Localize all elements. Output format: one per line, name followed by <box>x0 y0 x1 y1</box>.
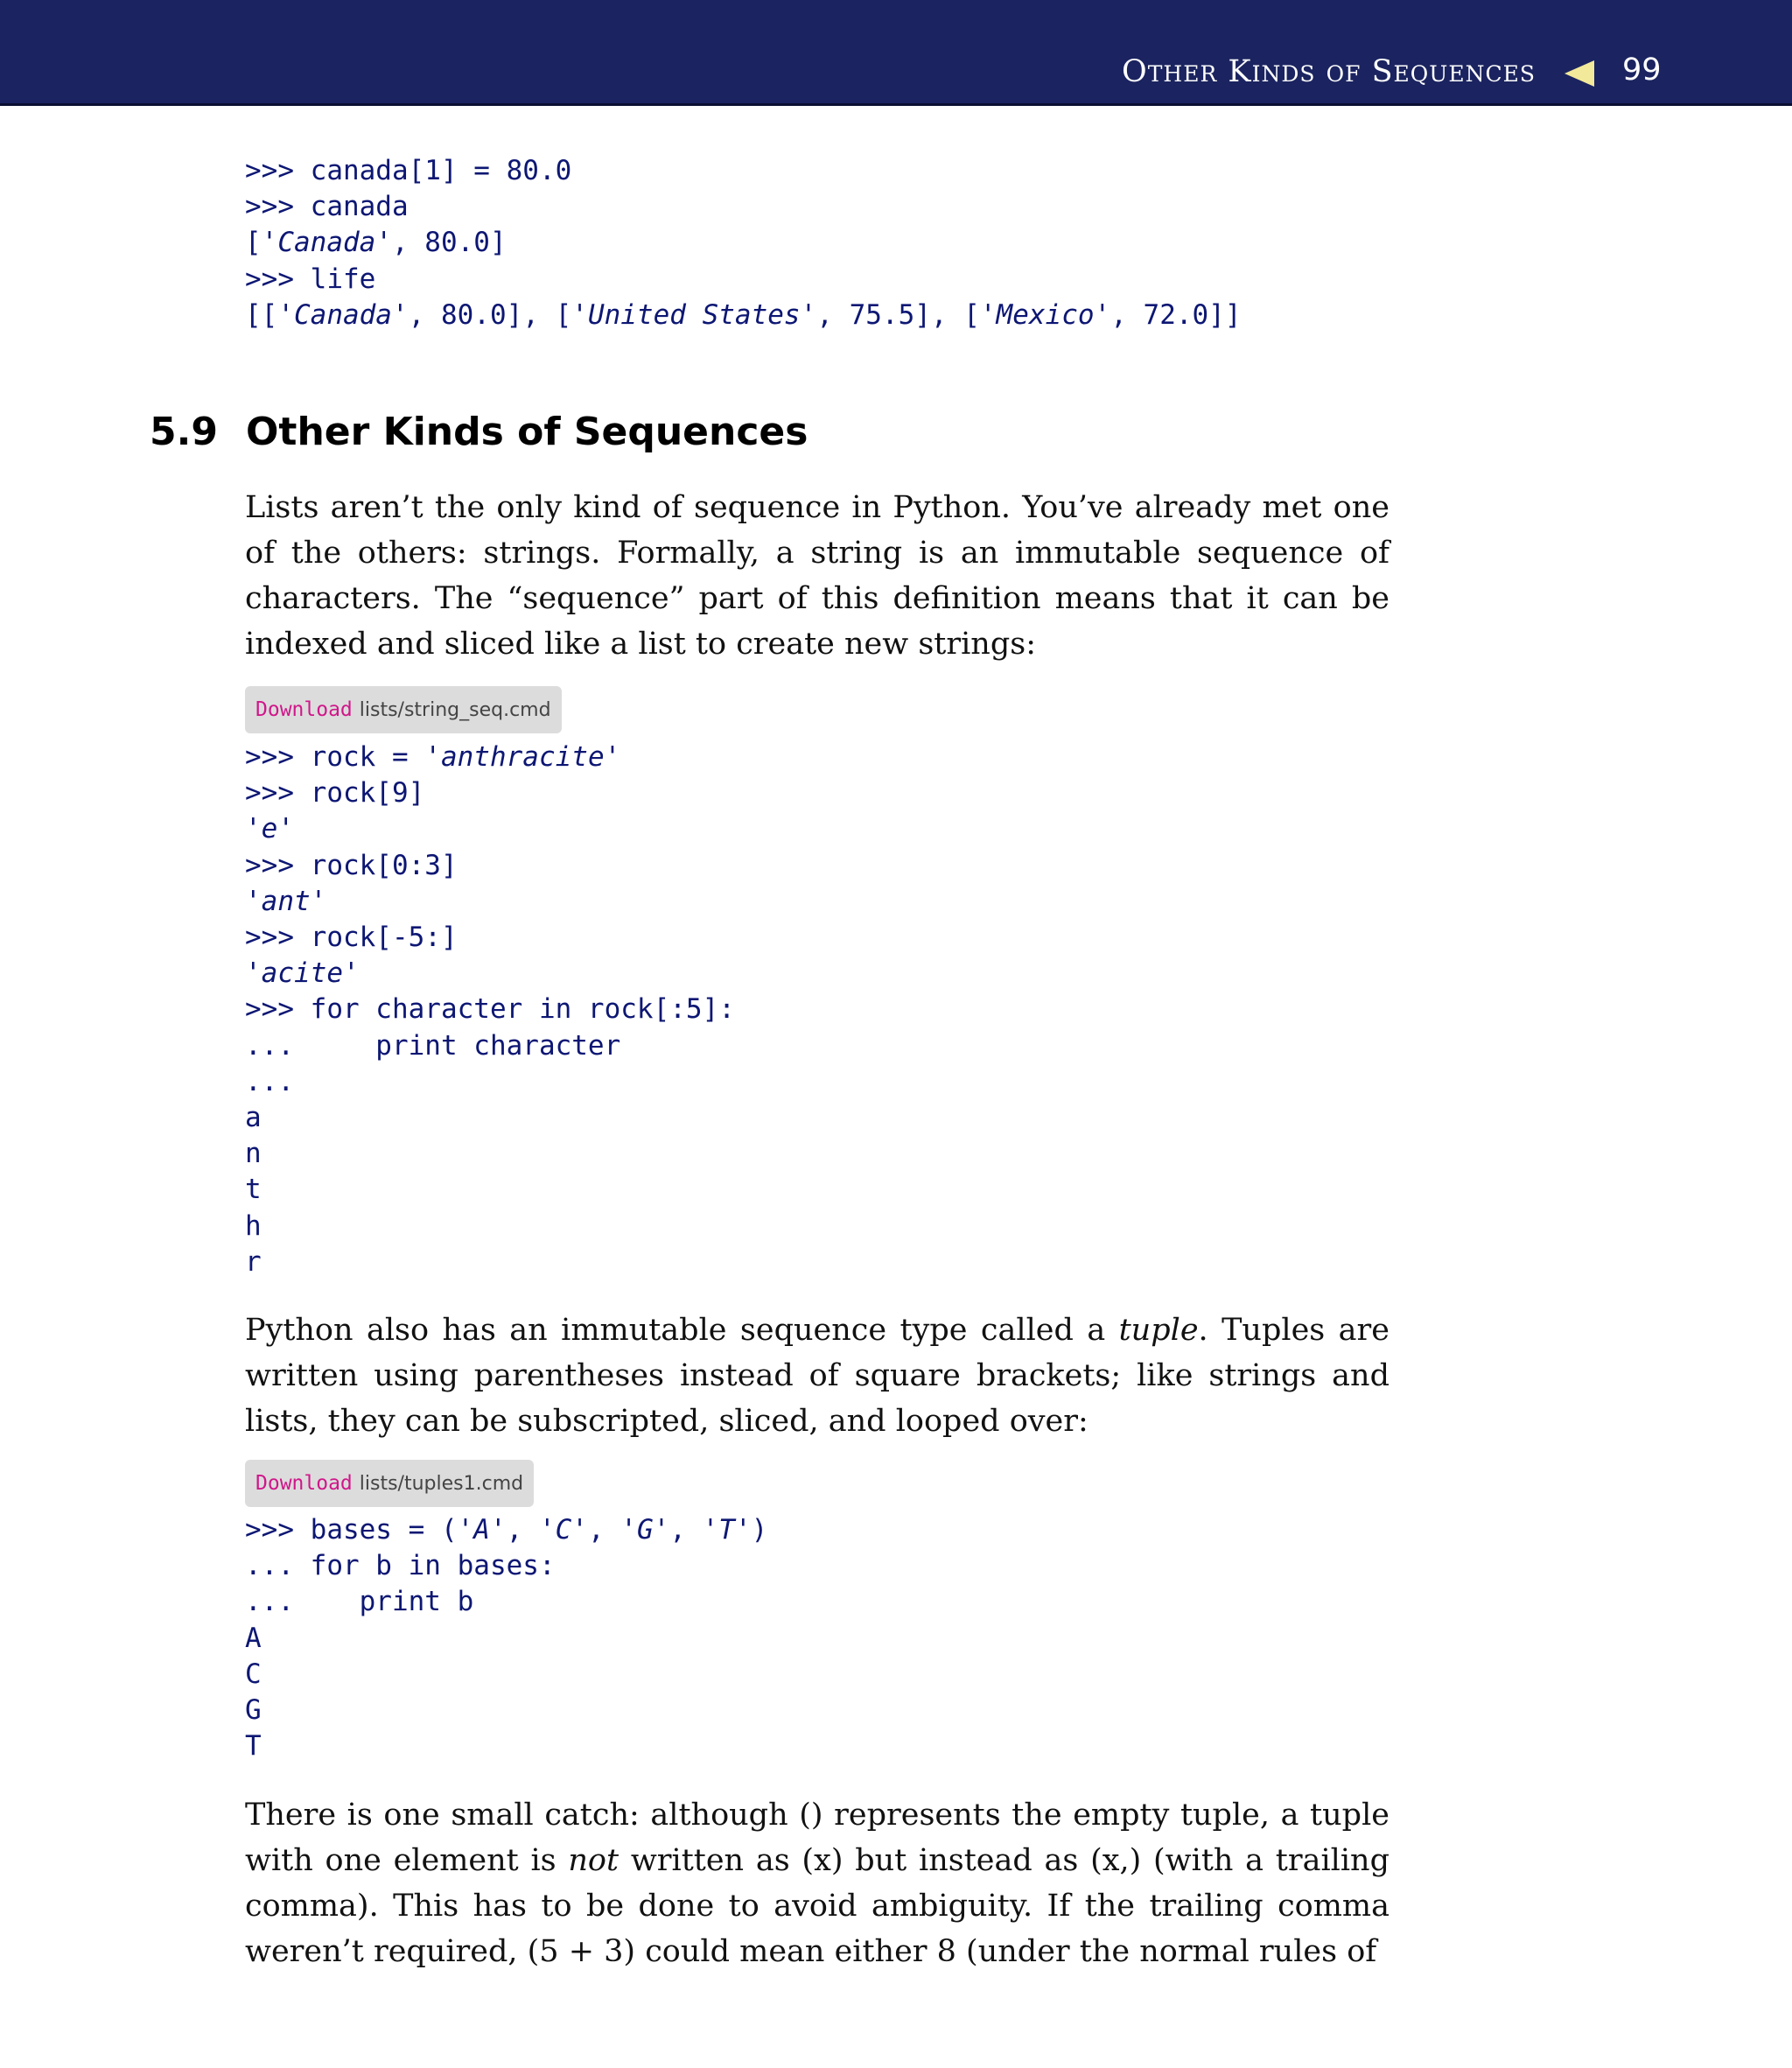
code-text: >>> for character in rock[:5]: <box>245 993 735 1026</box>
code-text: , 75.5], [ <box>816 298 980 331</box>
code-block-bases <box>245 1512 767 1764</box>
para-emphasis: tuple <box>1118 1313 1199 1348</box>
code-string: 'ant' <box>245 885 327 917</box>
code-text: r <box>245 1245 262 1278</box>
code-line <box>245 777 424 809</box>
code-line <box>245 1658 262 1690</box>
code-line <box>245 1210 262 1242</box>
back-arrow-icon[interactable] <box>1564 60 1594 87</box>
inline-code: () <box>799 1798 823 1833</box>
code-text: >>> bases = ( <box>245 1514 458 1546</box>
code-text: >>> rock[-5:] <box>245 922 458 954</box>
code-text: A <box>245 1622 262 1654</box>
code-string: 'Canada' <box>261 227 392 259</box>
code-line <box>245 1066 294 1097</box>
code-block-canada <box>245 153 1242 333</box>
download-label: Download <box>256 1472 353 1495</box>
code-text: ... <box>245 1065 294 1097</box>
download-path: lists/string_seq.cmd <box>359 699 551 721</box>
code-text: T <box>245 1730 262 1763</box>
code-line <box>245 263 375 295</box>
para-text: There is one small catch: although <box>245 1798 800 1833</box>
download-path: lists/tuples1.cmd <box>359 1473 524 1495</box>
code-text: >>> canada <box>245 191 409 223</box>
code-string: 'T' <box>702 1514 752 1546</box>
code-line <box>245 957 360 989</box>
para-text: but instead as <box>843 1843 1091 1878</box>
code-line <box>245 1174 262 1205</box>
code-line <box>245 1030 620 1062</box>
section-heading <box>150 410 808 454</box>
code-text: C <box>245 1658 262 1690</box>
code-text: >>> canada[1] = 80.0 <box>245 155 572 186</box>
code-line <box>245 850 458 881</box>
download-link-tuples1[interactable] <box>245 1460 534 1507</box>
code-line <box>245 741 620 773</box>
code-text: , 72.0]] <box>1110 298 1242 331</box>
code-line <box>245 1730 262 1762</box>
para-text: Python also has an immutable sequence type called a <box>245 1313 1119 1348</box>
code-line <box>245 1550 556 1581</box>
page-header <box>0 0 1792 106</box>
code-line <box>245 1514 767 1546</box>
code-line <box>245 1246 262 1278</box>
running-head: Other Kinds of Sequences <box>1122 54 1536 89</box>
code-line <box>245 1102 262 1133</box>
code-text: ... print b <box>245 1586 474 1618</box>
code-text: G <box>245 1694 262 1727</box>
code-string: 'G' <box>620 1514 670 1546</box>
code-text: , <box>587 1514 621 1546</box>
paragraph-strings: Lists aren’t the only kind of sequence in Python. You’ve already met one of the others: strings. Formally, a string is an immutable sequence of characters. The “sequence” part of this definition means that it can be indexed and sliced like a list to create new strings: <box>245 490 1390 662</box>
code-string: 'C' <box>538 1514 588 1546</box>
code-string: 'Mexico' <box>979 298 1111 331</box>
code-line <box>245 227 507 258</box>
code-text: , <box>669 1514 703 1546</box>
code-line <box>245 191 409 222</box>
code-line <box>245 155 571 186</box>
code-line <box>245 922 458 953</box>
code-line <box>245 1586 473 1617</box>
section-number: 5.9 <box>150 410 218 454</box>
code-text: h <box>245 1209 262 1242</box>
code-line <box>245 886 326 917</box>
paragraph-tuples <box>245 1307 1390 1444</box>
code-line <box>245 299 1242 331</box>
para-text: (with a trailing comma). This has to be done to avoid ambiguity. If the trailing comma weren’t required, (5 + 3) could mean either 8 (under the normal rules of <box>245 1843 1390 1969</box>
code-line <box>245 1138 262 1169</box>
code-string: 'A' <box>457 1514 507 1546</box>
code-text: >>> rock[9] <box>245 777 425 810</box>
inline-code: (x,) <box>1090 1843 1142 1878</box>
code-text: t <box>245 1174 262 1206</box>
code-text: a <box>245 1102 262 1134</box>
code-line <box>245 1623 262 1654</box>
code-text: [[ <box>245 298 278 331</box>
code-text: [ <box>245 227 262 259</box>
paragraph-tuple-catch <box>245 1792 1390 1974</box>
code-block-rock <box>245 740 735 1280</box>
code-text: >>> life <box>245 263 376 295</box>
code-text: , 80.0] <box>391 227 507 259</box>
code-text: ) <box>751 1514 768 1546</box>
code-string: 'anthracite' <box>424 741 621 773</box>
code-line <box>245 993 735 1025</box>
code-string: 'acite' <box>245 957 360 990</box>
code-string: 'e' <box>245 813 294 845</box>
code-line <box>245 813 294 845</box>
code-text: n <box>245 1138 262 1170</box>
code-string: 'Canada' <box>277 298 409 331</box>
code-text: ... print character <box>245 1029 621 1062</box>
download-link-string-seq[interactable] <box>245 686 562 733</box>
download-label: Download <box>256 698 353 721</box>
code-text: >>> rock = <box>245 741 425 773</box>
section-title: Other Kinds of Sequences <box>246 410 808 454</box>
para-text: written as <box>619 1843 802 1878</box>
inline-code: (x) <box>802 1843 844 1878</box>
code-text: >>> rock[0:3] <box>245 849 458 881</box>
para-emphasis: not <box>568 1843 620 1878</box>
para-text: . Tuples are written using parentheses instead of square brackets; like strings and lists, they can be subscripted, sliced, and looped over: <box>245 1313 1390 1439</box>
code-string: 'United States' <box>571 298 817 331</box>
page-number: 99 <box>1622 53 1662 88</box>
para-text: represents the empty tuple, a tuple with one element is <box>245 1798 1390 1878</box>
code-text: , 80.0], [ <box>408 298 572 331</box>
code-text: , <box>506 1514 539 1546</box>
code-line <box>245 1694 262 1726</box>
code-text: ... for b in bases: <box>245 1550 556 1582</box>
